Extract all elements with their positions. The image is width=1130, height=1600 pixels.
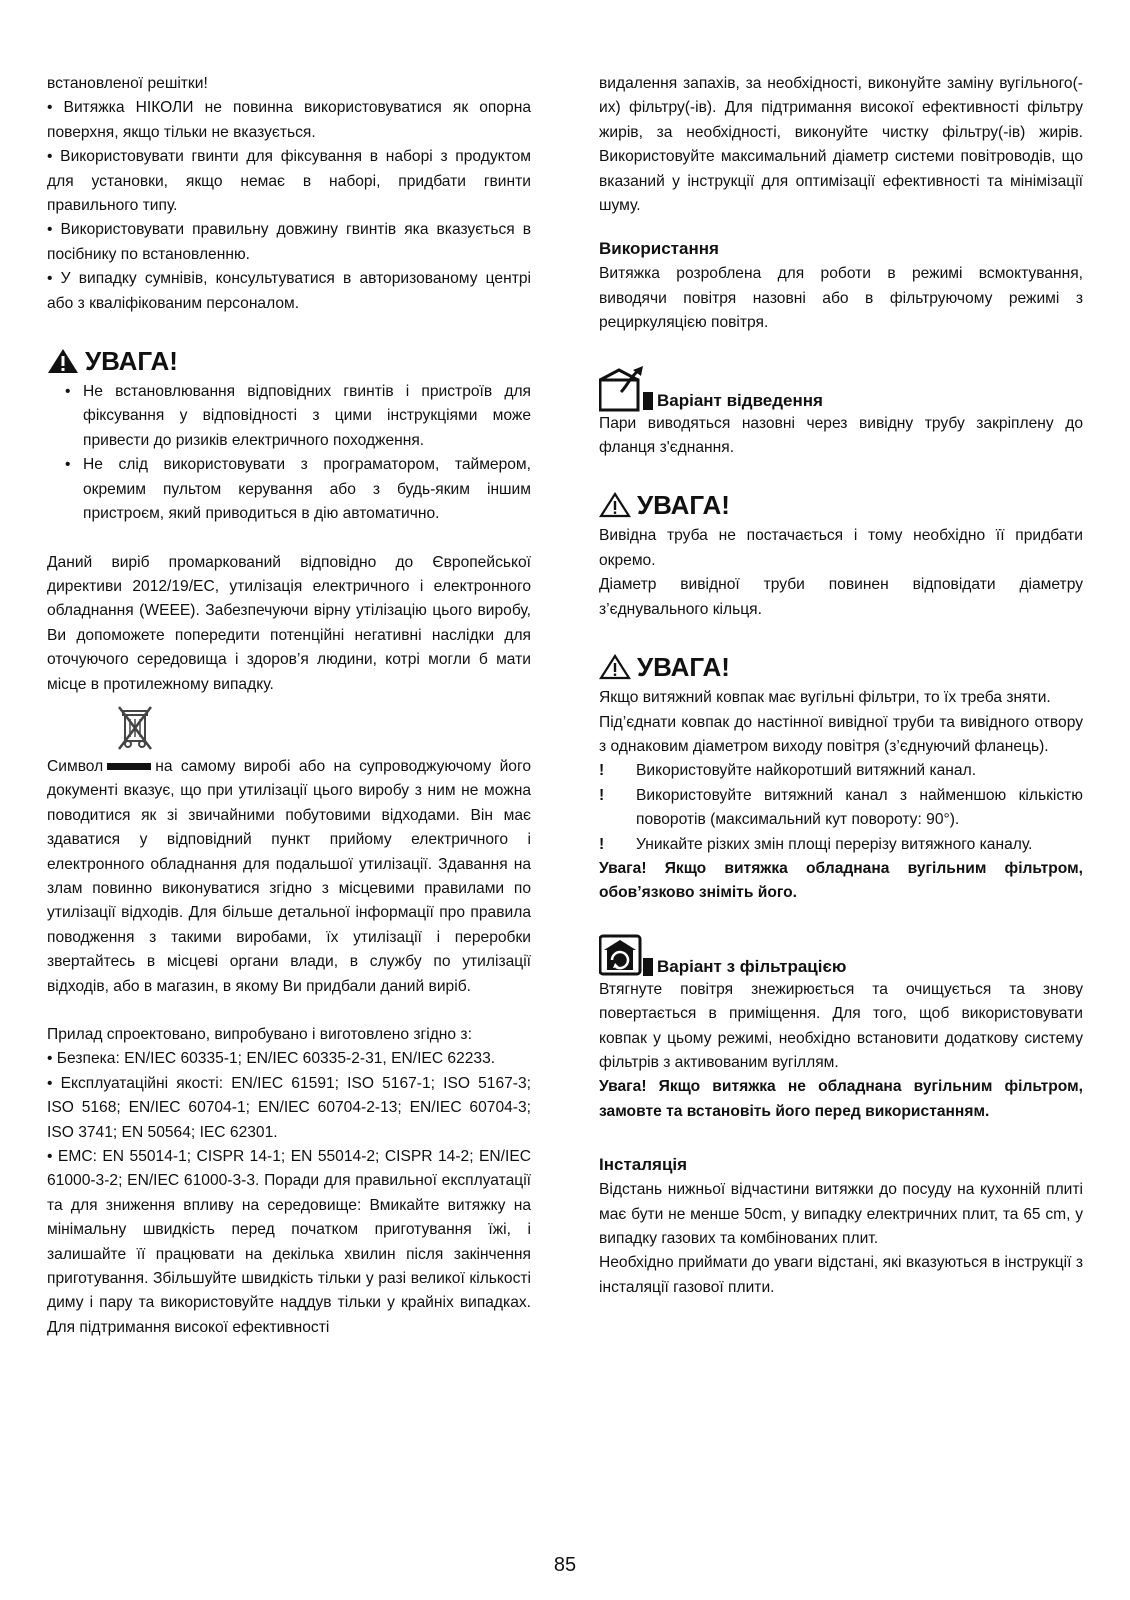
design-paragraph: Прилад спроектовано, випробувано і виготовлено згідно з:: [47, 1026, 472, 1043]
exhaust-heading: [599, 364, 1083, 412]
list-item: • Не встановлювання відповідних гвинтів і пристроїв для фіксування у відповідності з цими інструкціями може привести до ризиків електричного походження.: [83, 380, 531, 453]
usage-title: Використання: [599, 239, 719, 259]
filter-heading: [599, 934, 1083, 978]
exhaust-title: Варіант відведення: [657, 390, 823, 410]
warning-paragraph: Вивідна труба не постачається і тому необхідно її придбати окремо.: [599, 527, 1083, 569]
bold-warning: Увага! Якщо витяжка обладнана вугільним фільтром, обов’язково зніміть його.: [599, 859, 1083, 902]
warning-paragraph: Під’єднати ковпак до настінної вивідної труби та вивідного отвору з однаковим діаметром виходу повітря (з’єднуючий фланець).: [599, 713, 1083, 755]
installation-title: Інсталяція: [599, 1155, 688, 1175]
warning-list: [47, 380, 531, 526]
warning-title: УВАГА!: [637, 652, 730, 683]
warning-heading: [599, 488, 1083, 522]
warning-outline-icon: [599, 654, 631, 680]
duct-tips-list: [599, 759, 1083, 857]
usage-paragraph: Витяжка розроблена для роботи в режимі всмоктування, виводячи повітря назовні або в фільтруючому режимі з рециркуляцією повітря.: [599, 265, 1083, 332]
weee-paragraph: Даний виріб промаркований відповідно до Європейської директиви 2012/19/EC, утилізація електричного і електронного обладнання (WEEE). Забезпечуючи вірну утілізацію цього виробу, Ви допоможете попередити потенційні негативні наслідки для оточуючого середовища і здоров’я людини, котрі могли б мати місце в протилежному випадку.: [47, 553, 531, 693]
warning-outline-icon: [599, 492, 631, 518]
warning-heading: [599, 650, 1083, 684]
performance-standards: • Експлуатаційні якості: EN/IEC 61591; ISO 5167-1; ISO 5167-3; ISO 5168; EN/IEC 60704-1; EN/IEC 60704-2-13; EN/IEC 60704-3; ISO 3741; EN 50564; IEC 62301.: [47, 1074, 531, 1141]
bullet-paragraph: • Витяжка НІКОЛИ не повинна використовуватися як опорна поверхня, якщо тільки не вказується.: [47, 99, 531, 141]
warning-title: УВАГА!: [637, 490, 730, 521]
filter-paragraph: Втягнуте повітря знежирюється та очищується та знову повертається в приміщення. Для того, щоб використовувати ковпак у цьому режимі, необхідно встановити додаткову систему фільтрів з активованим вугіллям.: [599, 980, 1083, 1071]
bold-warning: Увага! Якщо витяжка не обладнана вугільним фільтром, замовте та встановіть його перед використанням.: [599, 1078, 1083, 1120]
filter-mode-icon: [599, 934, 653, 978]
symbol-label: Символ: [47, 757, 104, 775]
exhaust-mode-icon: [599, 364, 653, 412]
installation-paragraph: Необхідно приймати до уваги відстані, які вказуються в інструкції з інсталяції газової плити.: [599, 1254, 1083, 1296]
warning-paragraph: Якщо витяжний ковпак має вугільні фільтри, то їх треба зняти.: [599, 689, 1051, 707]
exhaust-paragraph: Пари виводяться назовні через вивідну трубу закріплену до фланця з'єднання.: [599, 414, 1083, 457]
list-item: ! Уникайте різких змін площі перерізу витяжного каналу.: [636, 833, 1083, 857]
bullet-paragraph: • Використовувати гвинти для фіксування в наборі з продуктом для установки, якщо немає в наборі, придбати гвинти правильного типу.: [47, 148, 531, 215]
installation-paragraph: Відстань нижньої відчастини витяжки до посуду на кухонній плиті має бути не менше 50cm, у випадку електричних плит, та 65 cm, у випадку газових та комбінованих плит.: [599, 1181, 1083, 1247]
symbol-text: на самому виробі або на супроводжуючому його документі вказує, що при утилізації цього виробу з ним не можна поводитися як зі звичайними побутовими відходами. Він має здаватися у відповідний пункт прийому електричного і електронного обладнання для подальшої утилізації. Здавання на злам повинно виконуватися згідно з місцевими правилами по утилізації відходів. Для більше детальної інформації про правила поводження з такими виробами, їх утилізації і переробки звертайтесь в місцеві органи влади, в службу по утилізації відходів, або в магазин, в якому Ви придбали даний виріб.: [47, 757, 531, 995]
warning-filled-icon: [47, 348, 79, 374]
warning-paragraph: Діаметр вивідної труби повинен відповідати діаметру з’єднувального кільця.: [599, 576, 1083, 618]
warning-heading: [47, 344, 531, 378]
list-item: • Не слід використовувати з програматором, таймером, окремим пультом керування або з будь-яким іншим пристроєм, який приводиться в дію автоматично.: [83, 453, 531, 526]
bullet-paragraph: • У випадку сумнівів, консультуватися в авторизованому центрі або з кваліфікованим персоналом.: [47, 270, 531, 312]
safety-standards: • Безпека: EN/IEC 60335-1; EN/IEC 60335-2-31, EN/IEC 62233.: [47, 1050, 496, 1068]
warning-title: УВАГА!: [85, 346, 178, 377]
left-column: [47, 72, 531, 1340]
crossed-bin-icon: [115, 703, 155, 753]
list-item: ! Використовуйте найкоротший витяжний канал.: [636, 759, 1083, 783]
filter-title: Варіант з фільтрацією: [657, 956, 847, 976]
right-column: [599, 72, 1083, 1300]
emc-standards: • EMC: EN 55014-1; CISPR 14-1; EN 55014-2; CISPR 14-2; EN/IEC 61000-3-2; EN/IEC 61000-3-3. Поради для правильної експлуатації та для зниження впливу на середовище: Вмикайте витяжку на мінімальну швидкість перед початком приготування їжі, і залишайте її працювати на декілька хвилин після закінчення приготування. Збільшуйте швидкість тільки у разі великої кількості диму і пару та використовуйте наддув тільки у крайніх випадках. Для підтримання високої ефективності: [47, 1148, 531, 1336]
symbol-paragraph: [47, 755, 531, 999]
paragraph: встановленої решітки!: [47, 75, 208, 92]
black-bar-symbol: [107, 763, 151, 770]
bullet-paragraph: • Використовувати правильну довжину гвинтів яка вказується в посібнику по встановленню.: [47, 221, 531, 263]
page-number: 85: [553, 1554, 577, 1576]
paragraph: видалення запахів, за необхідності, виконуйте заміну вугільного(-их) фільтру(-ів). Для підтримання високої ефективності фільтру жирів, за необхідності, виконуйте чистку фільтру(-ів) жирів. Використовуйте максимальний діаметр системи повітроводів, що вказаний у інструкції для оптимізації ефективності та мінімізації шуму.: [599, 75, 1083, 215]
list-item: ! Використовуйте витяжний канал з найменшою кількістю поворотів (максимальний кут повороту: 90°).: [636, 784, 1083, 833]
